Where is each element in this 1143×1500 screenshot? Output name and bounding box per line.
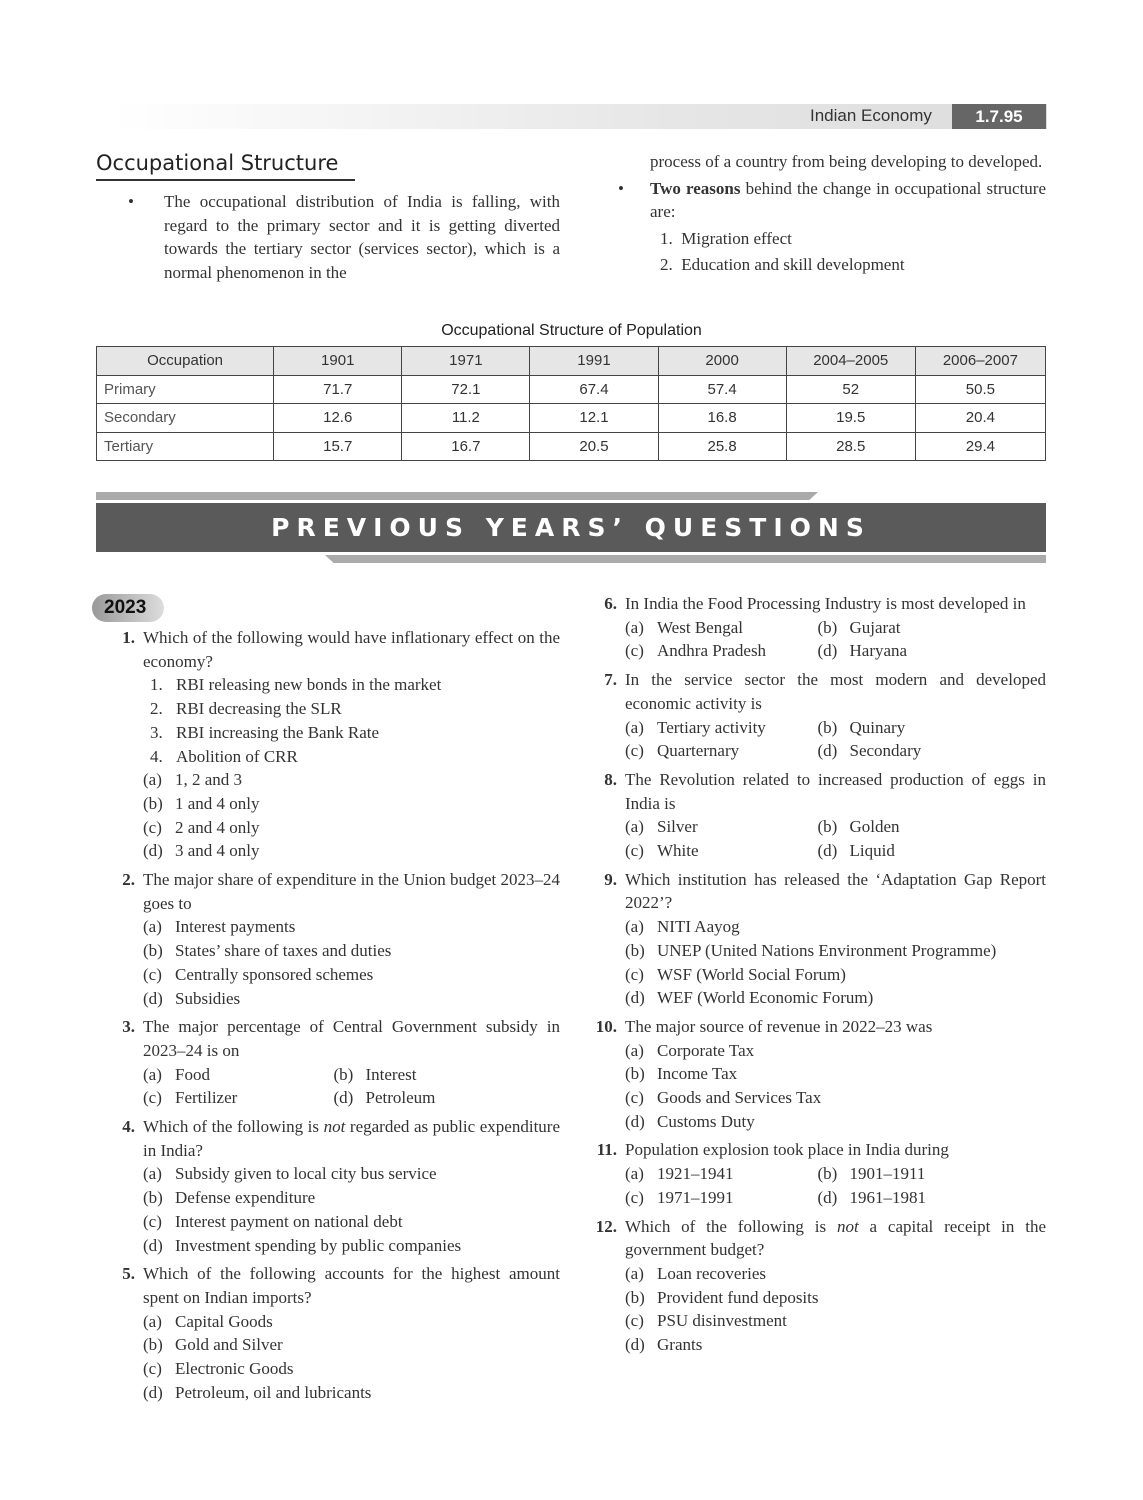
- answer-option[interactable]: [143, 1162, 560, 1186]
- header-subject: Indian Economy: [810, 106, 932, 125]
- answer-option[interactable]: [334, 1086, 561, 1110]
- decorative-bar: [96, 492, 818, 500]
- option-list: [112, 1162, 560, 1257]
- question-number: 1.: [122, 628, 135, 647]
- option-text: 2 and 4 only: [175, 817, 260, 837]
- answer-option[interactable]: [625, 1262, 1046, 1286]
- question-text: The major share of expenditure in the Union budget 2023–24 goes to: [143, 870, 560, 913]
- option-letter: (a): [625, 1164, 644, 1184]
- option-letter: (a): [625, 817, 644, 837]
- table-cell: 19.5: [786, 404, 915, 433]
- option-list: [112, 768, 560, 863]
- option-text: NITI Aayog: [657, 917, 740, 937]
- option-text: WSF (World Social Forum): [657, 964, 846, 984]
- decorative-bar: [325, 555, 1046, 563]
- table-cell: 28.5: [786, 432, 915, 461]
- option-letter: (b): [625, 1064, 645, 1084]
- answer-option[interactable]: [625, 739, 836, 763]
- option-text: Defense expenditure: [175, 1188, 316, 1208]
- option-letter: (a): [625, 617, 644, 637]
- option-letter: (d): [333, 1088, 354, 1108]
- option-letter: (a): [625, 917, 644, 937]
- question: [594, 768, 1046, 863]
- question-text: Population explosion took place in India during: [625, 1140, 949, 1160]
- intro-right: [612, 150, 1046, 277]
- option-letter: (c): [143, 1211, 162, 1231]
- question: [112, 626, 560, 863]
- option-text: 1 and 4 only: [175, 793, 260, 813]
- option-text: Centrally sponsored schemes: [175, 964, 374, 984]
- answer-option[interactable]: [818, 1186, 1047, 1210]
- column-header: 1901: [274, 347, 402, 376]
- option-text: Tertiary activity: [657, 717, 766, 737]
- answer-option[interactable]: [625, 1110, 1046, 1134]
- option-letter: (c): [625, 741, 644, 761]
- question-stem: [594, 668, 1046, 715]
- answer-option[interactable]: [334, 1063, 561, 1087]
- option-text: Haryana: [849, 641, 908, 661]
- option-text: Corporate Tax: [657, 1040, 755, 1060]
- answer-option[interactable]: [625, 839, 836, 863]
- reason-item: 2. Education and skill development: [660, 254, 905, 274]
- answer-option[interactable]: [625, 939, 1046, 963]
- section-banner: PREVIOUS YEARS’ QUESTIONS: [96, 503, 1046, 552]
- option-letter: (b): [625, 1287, 645, 1307]
- answer-option[interactable]: [818, 839, 1047, 863]
- bullet-continued: process of a country from being developing to developed.: [650, 152, 1043, 171]
- option-text: Silver: [657, 817, 698, 837]
- statement: [150, 673, 560, 697]
- question-text: Which of the following accounts for the highest amount spent on Indian imports?: [143, 1264, 560, 1307]
- answer-option[interactable]: [143, 963, 560, 987]
- option-text: Petroleum: [365, 1088, 436, 1108]
- question-text: Which of the following would have inflationary effect on the economy?: [143, 628, 560, 671]
- option-letter: (a): [143, 1064, 162, 1084]
- statement: [150, 721, 560, 745]
- answer-option[interactable]: [143, 839, 560, 863]
- question-stem: [112, 1015, 560, 1062]
- occupational-structure-table: [96, 346, 1046, 461]
- page-number: 1.7.95: [952, 104, 1046, 129]
- option-letter: (b): [143, 793, 163, 813]
- option-letter: (d): [625, 1335, 645, 1355]
- option-text: Subsidy given to local city bus service: [175, 1164, 437, 1184]
- table-cell: 71.7: [274, 375, 402, 404]
- option-text: Interest: [365, 1064, 417, 1084]
- question-number: 9.: [604, 869, 617, 889]
- question-stem: [594, 1215, 1046, 1262]
- statement-number: 3.: [150, 722, 163, 742]
- question-stem: [112, 1262, 560, 1309]
- statement-text: RBI increasing the Bank Rate: [176, 722, 380, 742]
- answer-option[interactable]: [818, 616, 1047, 640]
- option-letter: (c): [625, 1088, 644, 1108]
- statement-text: Abolition of CRR: [176, 746, 298, 766]
- answer-option[interactable]: [143, 1357, 560, 1381]
- question-text: The major percentage of Central Government subsidy in 2023–24 is on: [143, 1017, 560, 1060]
- bullet-two-reasons: [612, 177, 1046, 224]
- answer-option[interactable]: [625, 1286, 1046, 1310]
- statement-number: 4.: [150, 746, 163, 766]
- question: [594, 1015, 1046, 1134]
- row-label: Primary: [97, 375, 274, 404]
- option-list: [112, 1310, 560, 1405]
- table-cell: 11.2: [402, 404, 530, 433]
- option-text: Interest payments: [175, 917, 296, 937]
- column-header: 2000: [658, 347, 786, 376]
- answer-option[interactable]: [625, 1333, 1046, 1357]
- table-cell: 12.1: [530, 404, 658, 433]
- column-header: 2006–2007: [915, 347, 1045, 376]
- answer-option[interactable]: [818, 716, 1047, 740]
- reason-text: Education and skill development: [681, 254, 905, 274]
- option-text: Quarternary: [657, 741, 740, 761]
- question-stem: [594, 592, 1046, 616]
- table-cell: 20.5: [530, 432, 658, 461]
- option-text: 1961–1981: [849, 1187, 926, 1207]
- row-label: Tertiary: [97, 432, 274, 461]
- answer-option[interactable]: [143, 1234, 560, 1258]
- option-list: [594, 716, 1046, 763]
- answer-option[interactable]: [625, 1086, 1046, 1110]
- answer-option[interactable]: [625, 716, 836, 740]
- question-number: 3.: [122, 1017, 135, 1037]
- option-letter: (b): [143, 941, 163, 961]
- answer-option[interactable]: [143, 939, 560, 963]
- option-letter: (d): [625, 988, 645, 1008]
- question-text: Which of the following is not regarded as public expenditure in India?: [143, 1117, 560, 1160]
- option-list: [594, 1262, 1046, 1357]
- statement-list: [112, 673, 560, 768]
- question: [112, 1115, 560, 1257]
- table-caption: Occupational Structure of Population: [441, 322, 702, 339]
- answer-option[interactable]: [143, 1333, 560, 1357]
- option-letter: (a): [625, 1040, 644, 1060]
- answer-option[interactable]: [143, 1381, 560, 1405]
- option-letter: (c): [625, 964, 644, 984]
- answer-option[interactable]: [625, 1162, 836, 1186]
- table-cell: 52: [786, 375, 915, 404]
- option-list: [594, 815, 1046, 862]
- questions-left-column: [112, 626, 560, 1410]
- question-text: The Revolution related to increased production of eggs in India is: [625, 769, 1046, 813]
- option-text: Interest payment on national debt: [175, 1211, 403, 1231]
- option-letter: (c): [625, 841, 644, 861]
- table-cell: 57.4: [658, 375, 786, 404]
- answer-option[interactable]: [818, 1162, 1047, 1186]
- option-text: 1921–1941: [657, 1164, 734, 1184]
- option-letter: (b): [143, 1335, 163, 1355]
- table-cell: 25.8: [658, 432, 786, 461]
- answer-option[interactable]: [625, 1309, 1046, 1333]
- answer-option[interactable]: [625, 1062, 1046, 1086]
- column-header: Occupation: [97, 347, 274, 376]
- question: [594, 868, 1046, 1010]
- question-stem: [112, 626, 560, 673]
- option-letter: (c): [143, 1088, 162, 1108]
- statement-text: RBI decreasing the SLR: [176, 699, 342, 719]
- column-header: 1971: [402, 347, 530, 376]
- question-text: The major source of revenue in 2022–23 was: [625, 1016, 933, 1036]
- option-letter: (a): [143, 770, 162, 790]
- question-stem: [112, 868, 560, 915]
- option-letter: (a): [143, 1311, 162, 1331]
- row-label: Secondary: [97, 404, 274, 433]
- answer-option[interactable]: [143, 816, 560, 840]
- statement: [150, 697, 560, 721]
- reasons-list: [612, 226, 1046, 277]
- option-text: Capital Goods: [175, 1311, 273, 1331]
- question-number: 5.: [122, 1264, 135, 1284]
- option-letter: (c): [143, 817, 162, 837]
- answer-option[interactable]: [143, 1186, 560, 1210]
- question-text: Which of the following is not a capital receipt in the government budget?: [625, 1216, 1046, 1260]
- questions-right-column: [594, 592, 1046, 1362]
- option-letter: (d): [143, 1235, 163, 1255]
- option-letter: (b): [817, 617, 838, 637]
- answer-option[interactable]: [143, 792, 560, 816]
- option-text: Food: [175, 1064, 210, 1084]
- question-number: 6.: [604, 594, 617, 613]
- option-list: [594, 1039, 1046, 1134]
- table-cell: 16.8: [658, 404, 786, 433]
- bold-text: Two reasons: [650, 178, 741, 198]
- statement: [150, 745, 560, 769]
- question-number: 12.: [595, 1216, 617, 1236]
- option-text: 3 and 4 only: [175, 841, 260, 861]
- answer-option[interactable]: [143, 1310, 560, 1334]
- question-number: 7.: [604, 670, 617, 690]
- option-letter: (a): [625, 717, 644, 737]
- question-text: In India the Food Processing Industry is most developed in: [625, 594, 1026, 613]
- answer-option[interactable]: [625, 915, 1046, 939]
- answer-option[interactable]: [143, 1086, 352, 1110]
- option-text: Electronic Goods: [175, 1359, 294, 1379]
- answer-option[interactable]: [625, 616, 836, 640]
- option-text: States’ share of taxes and duties: [175, 941, 392, 961]
- option-text: 1901–1911: [849, 1164, 926, 1184]
- question: [112, 868, 560, 1010]
- option-text: Liquid: [849, 841, 895, 861]
- table-cell: 67.4: [530, 375, 658, 404]
- question-stem: [112, 1115, 560, 1162]
- year-badge: 2023: [92, 594, 164, 622]
- option-letter: (c): [625, 1187, 644, 1207]
- question: [112, 1262, 560, 1404]
- reason-text: Migration effect: [681, 229, 792, 249]
- option-letter: (d): [817, 841, 838, 861]
- question-number: 4.: [122, 1117, 135, 1137]
- table-row: [97, 404, 1046, 433]
- answer-option[interactable]: [143, 987, 560, 1011]
- question-number: 8.: [604, 769, 617, 789]
- section-title: Occupational Structure: [96, 151, 355, 181]
- option-letter: (a): [143, 1164, 162, 1184]
- table-cell: 72.1: [402, 375, 530, 404]
- statement-number: 1.: [150, 675, 163, 695]
- option-letter: (d): [817, 641, 838, 661]
- table-cell: 50.5: [915, 375, 1045, 404]
- answer-option[interactable]: [143, 1210, 560, 1234]
- option-letter: (d): [143, 1382, 163, 1402]
- option-text: PSU disinvestment: [657, 1311, 787, 1331]
- option-letter: (d): [143, 988, 163, 1008]
- answer-option[interactable]: [625, 1186, 836, 1210]
- bullet-dot: •: [128, 192, 134, 211]
- option-text: Fertilizer: [175, 1088, 238, 1108]
- answer-option[interactable]: [818, 739, 1047, 763]
- statement-number: 2.: [150, 699, 163, 719]
- column-header: 1991: [530, 347, 658, 376]
- option-letter: (a): [143, 917, 162, 937]
- question-stem: [594, 1138, 1046, 1162]
- option-list: [594, 616, 1046, 663]
- option-text: Income Tax: [657, 1064, 738, 1084]
- question-stem: [594, 768, 1046, 815]
- option-text: West Bengal: [657, 617, 743, 637]
- question-text: In the service sector the most modern and developed economic activity is: [625, 670, 1046, 713]
- option-text: Andhra Pradesh: [657, 641, 767, 661]
- option-letter: (c): [625, 641, 644, 661]
- answer-option[interactable]: [625, 639, 836, 663]
- table-cell: 29.4: [915, 432, 1045, 461]
- option-letter: (d): [143, 841, 163, 861]
- option-letter: (b): [143, 1188, 163, 1208]
- table-cell: 16.7: [402, 432, 530, 461]
- option-text: Customs Duty: [657, 1111, 755, 1131]
- option-text: Petroleum, oil and lubricants: [175, 1382, 372, 1402]
- option-text: Goods and Services Tax: [657, 1088, 822, 1108]
- option-text: Golden: [849, 817, 900, 837]
- option-letter: (d): [817, 741, 838, 761]
- option-letter: (b): [817, 817, 838, 837]
- bullet-text: The occupational distribution of India is falling, with regard to the primary sector and it is getting diverted towards the tertiary sector (services sector), which is a normal phenomenon in the: [164, 192, 560, 283]
- option-letter: (d): [625, 1111, 645, 1131]
- option-text: Grants: [657, 1335, 703, 1355]
- answer-option[interactable]: [625, 986, 1046, 1010]
- option-letter: (b): [333, 1064, 354, 1084]
- option-list: [112, 915, 560, 1010]
- bullet-text: behind the change in occupational structure are:: [650, 178, 1046, 222]
- option-list: [594, 915, 1046, 1010]
- question-text: Which institution has released the ‘Adaptation Gap Report 2022’?: [625, 869, 1046, 913]
- answer-option[interactable]: [818, 639, 1047, 663]
- question-number: 2.: [122, 870, 135, 890]
- option-letter: (b): [817, 1164, 838, 1184]
- answer-option[interactable]: [625, 815, 836, 839]
- answer-option[interactable]: [818, 815, 1047, 839]
- option-letter: (c): [143, 964, 162, 984]
- option-text: Provident fund deposits: [657, 1287, 819, 1307]
- option-letter: (c): [625, 1311, 644, 1331]
- option-text: 1, 2 and 3: [175, 770, 243, 790]
- option-text: UNEP (United Nations Environment Programme): [657, 940, 997, 960]
- table-row: [97, 375, 1046, 404]
- option-text: WEF (World Economic Forum): [657, 988, 874, 1008]
- table-cell: 20.4: [915, 404, 1045, 433]
- question: [594, 592, 1046, 663]
- bullet-dot: •: [618, 178, 624, 198]
- option-text: Subsidies: [175, 988, 241, 1008]
- option-letter: (b): [625, 940, 645, 960]
- answer-option[interactable]: [143, 915, 560, 939]
- option-text: Gujarat: [849, 617, 901, 637]
- question-stem: [594, 868, 1046, 915]
- question-number: 11.: [596, 1140, 617, 1160]
- column-header: 2004–2005: [786, 347, 915, 376]
- option-letter: (c): [143, 1359, 162, 1379]
- option-text: Secondary: [849, 741, 922, 761]
- option-text: Loan recoveries: [657, 1263, 767, 1283]
- option-text: 1971–1991: [657, 1187, 734, 1207]
- question-number: 10.: [595, 1016, 617, 1036]
- option-list: [112, 1063, 560, 1110]
- option-letter: (d): [817, 1187, 838, 1207]
- option-letter: (a): [625, 1263, 644, 1283]
- question: [112, 1015, 560, 1110]
- statement-text: RBI releasing new bonds in the market: [176, 675, 442, 695]
- reason-item: 1. Migration effect: [660, 229, 792, 249]
- option-text: Quinary: [849, 717, 906, 737]
- answer-option[interactable]: [143, 768, 560, 792]
- question-stem: [594, 1015, 1046, 1039]
- option-letter: (b): [817, 717, 838, 737]
- question: [594, 1215, 1046, 1357]
- option-text: Gold and Silver: [175, 1335, 283, 1355]
- option-list: [594, 1162, 1046, 1209]
- bullet-occupational-distribution: [128, 190, 560, 285]
- table-cell: 12.6: [274, 404, 402, 433]
- answer-option[interactable]: [625, 963, 1046, 987]
- question: [594, 668, 1046, 763]
- table-cell: 15.7: [274, 432, 402, 461]
- answer-option[interactable]: [143, 1063, 352, 1087]
- table-row: [97, 432, 1046, 461]
- answer-option[interactable]: [625, 1039, 1046, 1063]
- option-text: Investment spending by public companies: [175, 1235, 462, 1255]
- option-text: White: [657, 841, 699, 861]
- question: [594, 1138, 1046, 1209]
